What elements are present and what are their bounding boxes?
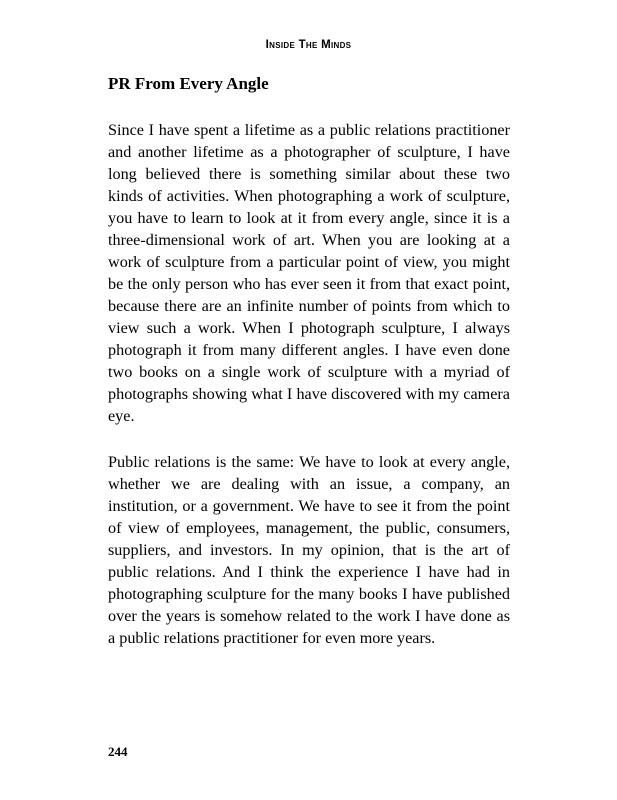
page-number: 244 xyxy=(108,744,128,759)
body-paragraph: Since I have spent a lifetime as a public relations practitioner and another lifetime as a photographer of sculpture, I have long believed there is something similar about these two kinds of activities. When photographing a work of sculpture, you have to learn to look at it from every angle, since it is a three-dimensional work of art. When you are looking at a work of sculpture from a particular point of view, you might be the only person who has ever seen it from that exact point, because there are an infinite number of points from which to view such a work. When I photograph sculpture, I always photograph it from many different angles. I have even done two books on a single work of sculpture with a myriad of photographs showing what I have discovered with my camera eye. xyxy=(108,121,510,425)
paragraph-1-block xyxy=(108,119,510,427)
paragraph-2-block xyxy=(108,451,510,649)
running-header: Inside The Minds xyxy=(265,39,352,51)
section-heading: PR From Every Angle xyxy=(108,74,269,93)
body-paragraph: Public relations is the same: We have to look at every angle, whether we are dealing with an issue, a company, an institution, or a government. We have to see it from the point of view of employees, management, the public, consumers, suppliers, and investors. In my opinion, that is the art of public relations. And I think the experience I have had in photographing sculpture for the many books I have published over the years is somehow related to the work I have done as a public relations practitioner for even more years. xyxy=(108,453,510,647)
